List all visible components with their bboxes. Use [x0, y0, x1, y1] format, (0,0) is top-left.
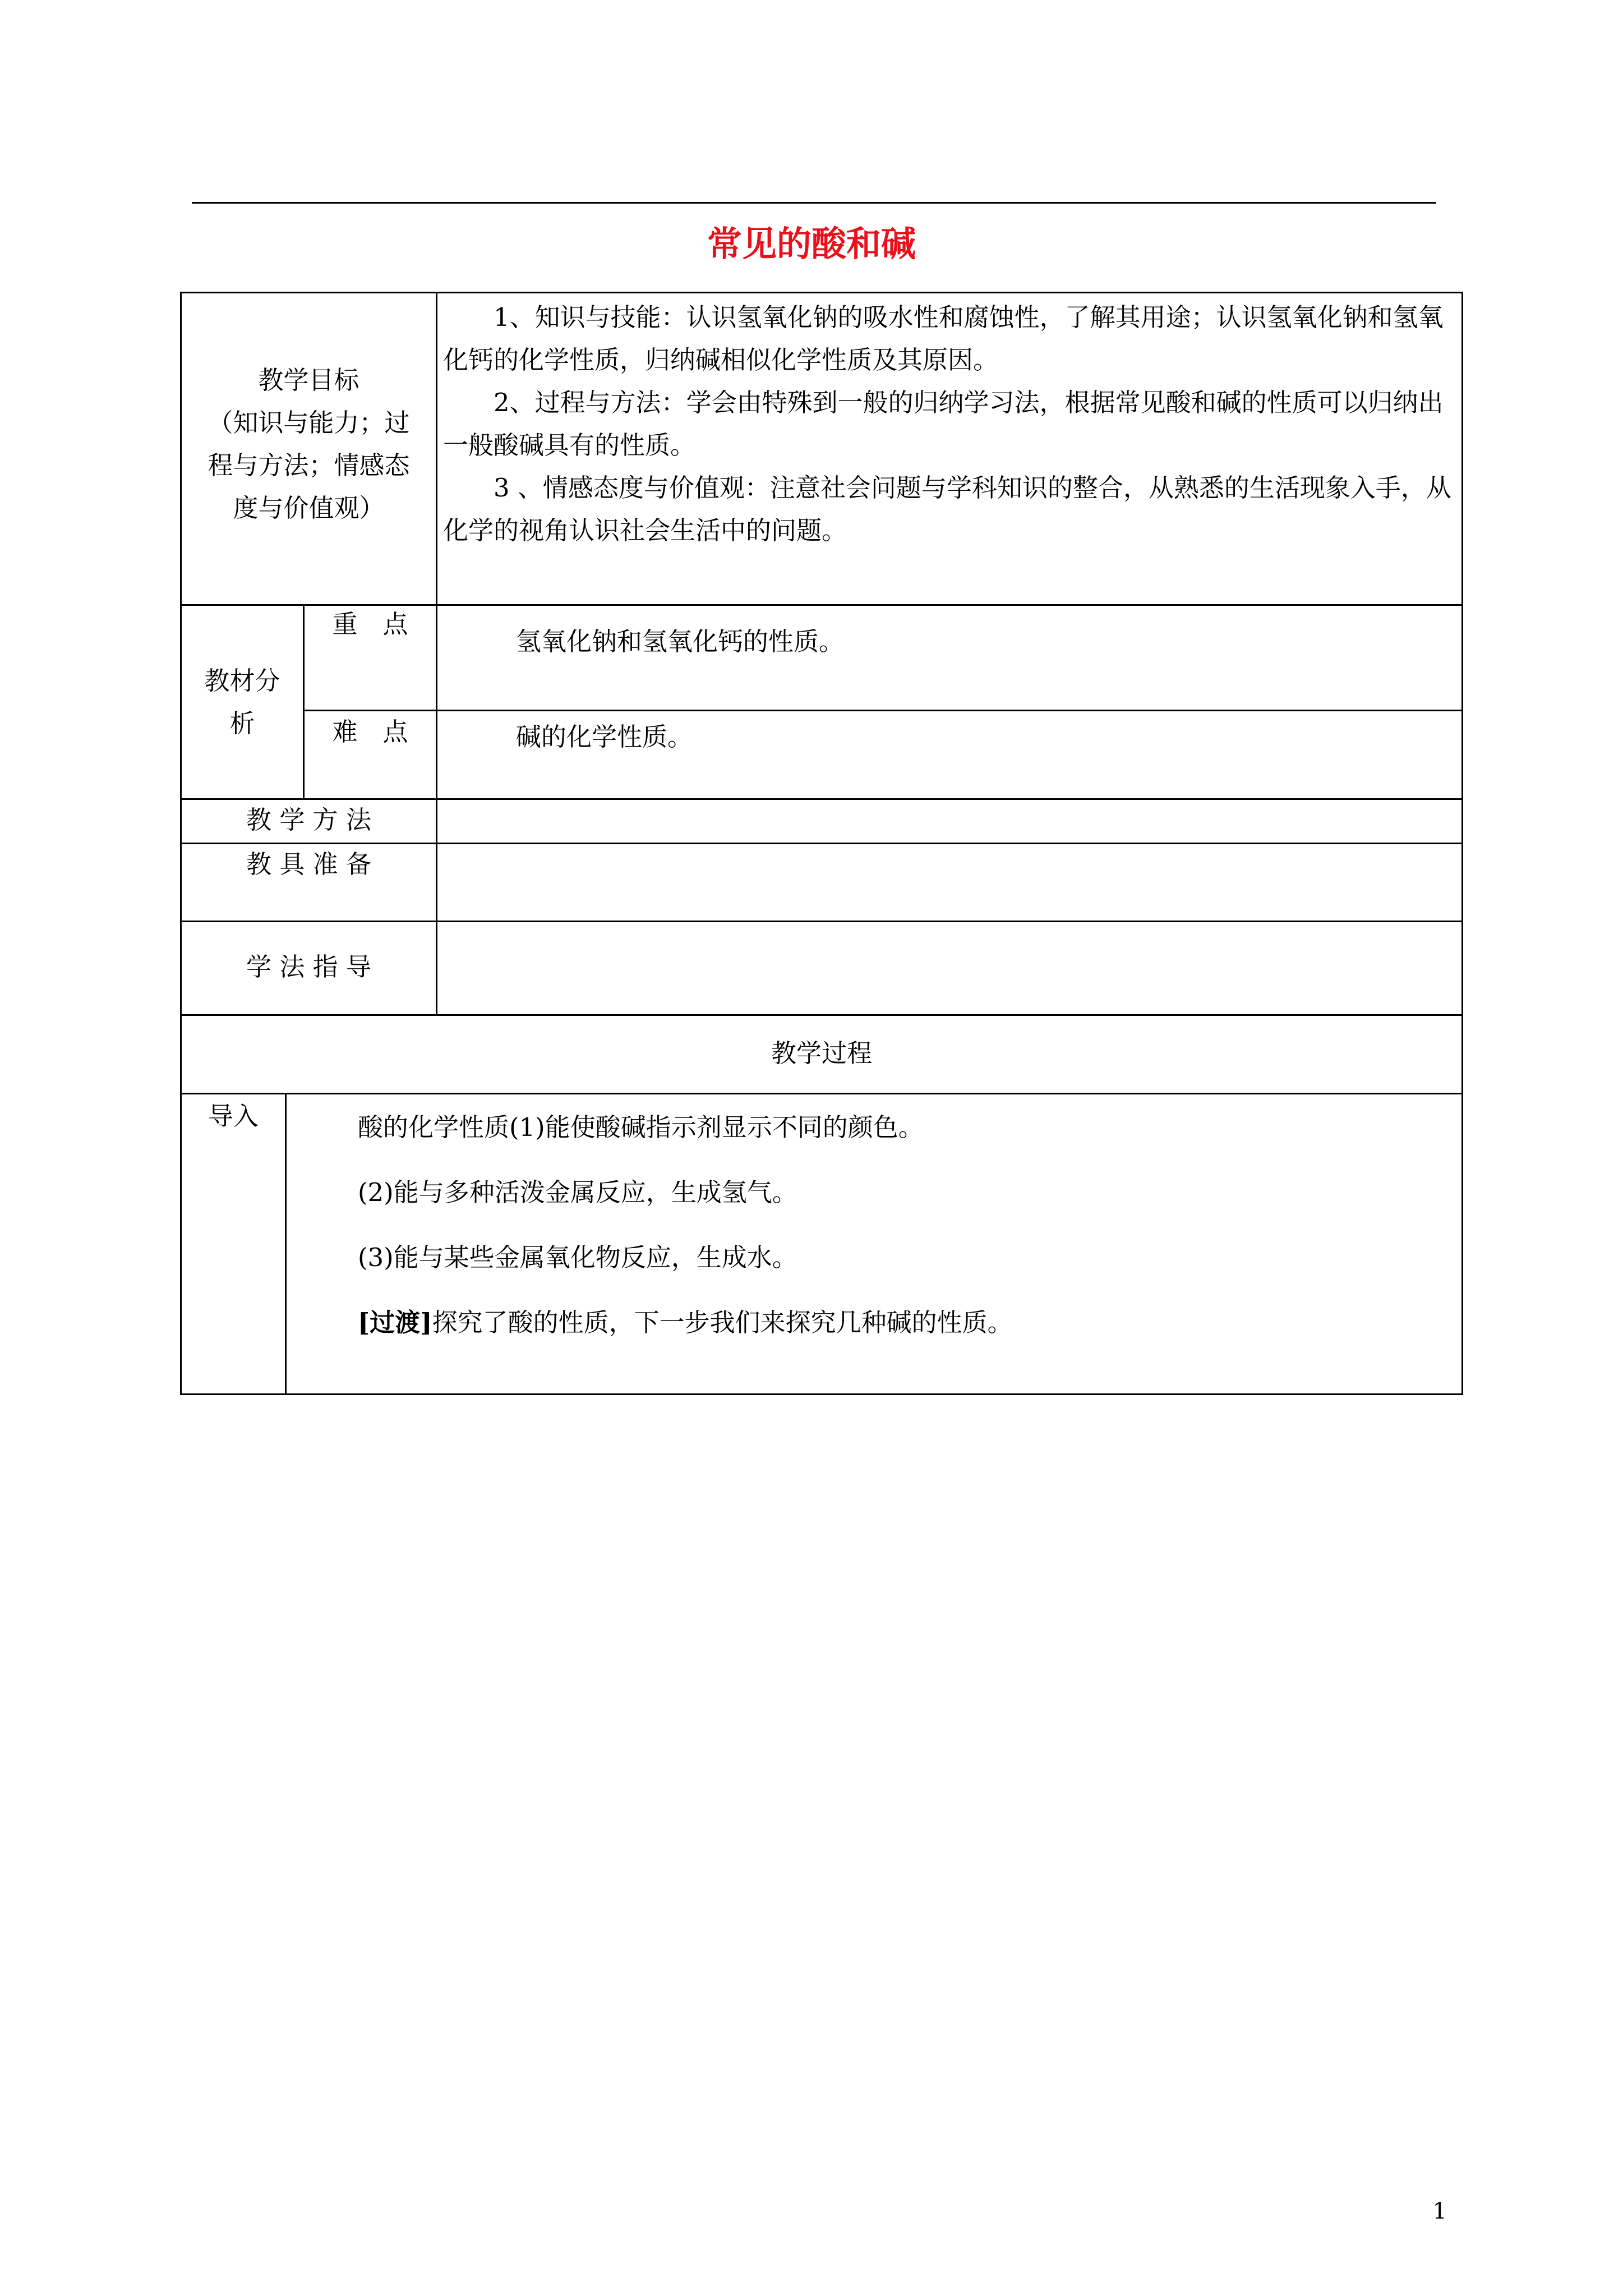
transition-tag: [过渡] — [358, 1308, 432, 1337]
teaching-method-label: 教 学 方 法 — [246, 805, 371, 835]
page-title: 常见的酸和碱 — [707, 223, 916, 264]
objectives-label — [182, 359, 436, 530]
table-top-border — [180, 292, 1463, 293]
objective-item: 3 、情感态度与价值观：注意社会问题与学科知识的整合，从熟悉的生活现象入手，从化学的视角认识社会生活中的问题。 — [443, 473, 1451, 545]
objective-item: 1、知识与技能：认识氢氧化钠的吸水性和腐蚀性，了解其用途；认识氢氧化钠和氢氧化钙的化学性质，归纳碱相似化学性质及其原因。 — [443, 302, 1444, 375]
header-rule — [192, 202, 1436, 204]
teaching-tools-label: 教 具 准 备 — [246, 849, 371, 879]
intro-line: 酸的化学性质(1)能使酸碱指示剂显示不同的颜色。 — [358, 1112, 924, 1142]
key-point-label: 重 点 — [332, 609, 408, 639]
study-guide-label: 学 法 指 导 — [246, 952, 371, 982]
objectives-label-line: 度与价值观） — [233, 493, 385, 523]
column-divider — [436, 292, 437, 1016]
objectives-label-line: 教学目标 — [258, 365, 359, 395]
table-bottom-border — [180, 1393, 1463, 1395]
transition-text: 探究了酸的性质，下一步我们来探究几种碱的性质。 — [432, 1308, 1013, 1337]
objectives-content — [443, 296, 1453, 552]
row-divider — [180, 921, 1463, 922]
analysis-label-line: 析 — [229, 708, 255, 738]
objectives-label-line: （知识与能力；过 — [208, 408, 410, 438]
difficult-point-text: 碱的化学性质。 — [516, 722, 693, 752]
process-header: 教学过程 — [771, 1038, 872, 1068]
row-divider — [180, 1014, 1463, 1016]
column-divider — [285, 1093, 287, 1395]
table-right-border — [1461, 292, 1463, 1395]
objectives-label-line: 程与方法；情感态 — [208, 450, 410, 480]
intro-label: 导入 — [208, 1101, 259, 1131]
page-number: 1 — [1432, 2198, 1447, 2224]
row-divider — [303, 710, 1463, 711]
row-divider — [180, 1093, 1463, 1094]
key-point-text: 氢氧化钠和氢氧化钙的性质。 — [516, 627, 845, 656]
transition-line — [358, 1301, 1446, 1344]
analysis-label-line: 教材分 — [204, 666, 280, 696]
intro-content — [358, 1106, 1446, 1344]
intro-line: (2)能与多种活泼金属反应，生成氢气。 — [358, 1177, 797, 1207]
objective-item: 2、过程与方法：学会由特殊到一般的归纳学习法，根据常见酸和碱的性质可以归纳出一般酸碱具有的性质。 — [443, 388, 1444, 460]
intro-line: (3)能与某些金属氧化物反应，生成水。 — [358, 1243, 797, 1272]
analysis-label — [182, 660, 303, 745]
difficult-point-label: 难 点 — [332, 717, 408, 747]
